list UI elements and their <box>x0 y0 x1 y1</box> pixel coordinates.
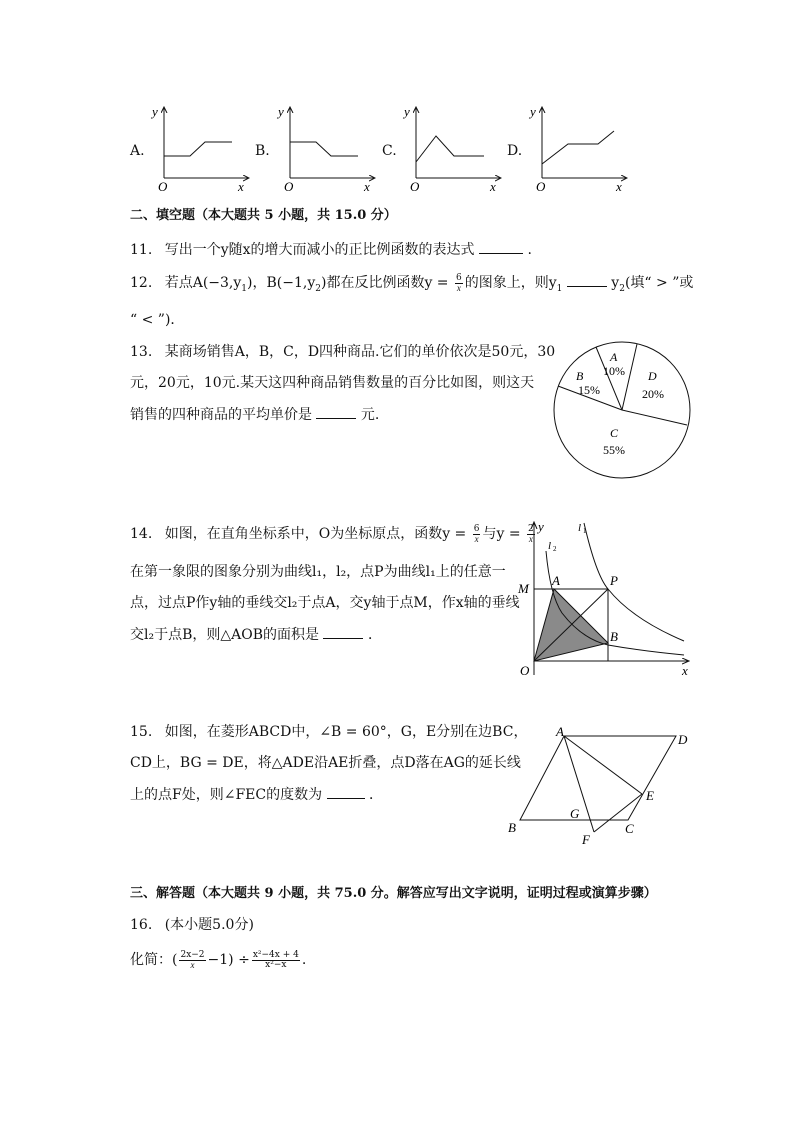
fig15-b-label: B <box>508 820 516 835</box>
q12-frac-den: x <box>456 282 461 293</box>
question-14-line3: 点，过点P作y轴的垂线交l₂于点A，交y轴于点M，作x轴的垂线 <box>130 595 520 611</box>
q13-line3-text: 销售的四种商品的平均单价是 <box>130 407 312 423</box>
q15-line3-text: 上的点F处，则∠FEC的度数为 <box>130 787 323 803</box>
q12-text-c: )都在反比例函数y = <box>320 275 453 291</box>
q16-f2-den: x²−x <box>265 959 287 970</box>
fig14-o-label: O <box>520 663 530 678</box>
q15-number: 15. <box>130 724 153 740</box>
q11-answer-blank[interactable] <box>479 239 523 254</box>
fig15-c-label: C <box>625 821 634 836</box>
q16-f2-num: x²−4x + 4 <box>252 949 299 960</box>
q12-text-b: )，B(−1,y <box>247 275 316 291</box>
fig15-e-label: E <box>646 788 654 803</box>
q14-answer-blank[interactable] <box>323 624 363 639</box>
q12-sub-2: 2 <box>315 283 321 294</box>
fig14-p-label: P <box>610 573 618 588</box>
option-d-x-label: x <box>616 179 622 192</box>
q12-number: 12. <box>130 275 153 291</box>
option-c-label: C. <box>382 143 397 159</box>
q16-points: (本小题5.0分) <box>164 917 254 933</box>
question-15-line3 <box>130 784 383 805</box>
q11-text: 写出一个y随x的增大而减小的正比例函数的表达式 <box>164 242 475 258</box>
option-a-x-label: x <box>238 179 244 192</box>
question-13-line1 <box>130 342 555 362</box>
pie-label-d: D <box>648 369 657 383</box>
pie-percent-c: 55% <box>603 443 625 457</box>
q15-line3-end: ． <box>369 787 383 803</box>
q11-number: 11. <box>130 242 153 258</box>
q12-frac-num: 6 <box>456 272 462 283</box>
question-13-line3 <box>130 404 379 425</box>
q12-answer-blank[interactable] <box>567 272 607 287</box>
option-a-origin-label: O <box>158 179 168 192</box>
option-b-label: B. <box>255 143 270 159</box>
q14-f1-den: x <box>474 533 479 544</box>
q15-answer-blank[interactable] <box>327 784 365 799</box>
pie-percent-b: 15% <box>578 383 600 397</box>
q15-figure <box>500 722 710 848</box>
q14-f1-num: 6 <box>473 523 480 534</box>
line-ae <box>564 736 642 794</box>
q12-fraction <box>455 274 463 293</box>
q14-f2-den: x <box>528 533 533 544</box>
fig14-b-label: B <box>610 629 618 644</box>
fig14-m-label: M <box>518 581 529 596</box>
section-2-heading: 二、填空题（本大题共 5 小题，共 15.0 分） <box>130 208 397 223</box>
fig14-x-label: x <box>682 663 688 678</box>
pie-label-b: B <box>576 369 584 383</box>
q16-number: 16. <box>130 917 153 933</box>
fig14-l2-label: l <box>548 540 552 552</box>
fig14-l2-sub: 2 <box>553 545 557 553</box>
q15-line1-text: 如图，在菱形ABCD中，∠B = 60°，G，E分别在边BC， <box>164 724 528 740</box>
q11-end: . <box>527 242 532 258</box>
pie-label-c: C <box>610 426 619 440</box>
option-a-y-label: y <box>152 104 158 119</box>
q16-fraction-2 <box>252 951 300 970</box>
q12-sub-1: 1 <box>241 283 248 294</box>
q16-prefix: 化简：( <box>130 952 178 968</box>
option-c-x-label: x <box>490 179 496 192</box>
option-b-y-label: y <box>278 104 284 119</box>
pie-label-a: A <box>610 350 618 364</box>
option-b-x-label: x <box>364 179 370 192</box>
fig14-l1-label: l <box>578 522 582 534</box>
question-16-expression <box>130 950 306 970</box>
question-14-line1 <box>130 524 537 544</box>
fig15-g-label: G <box>570 806 580 821</box>
question-14-line2: 在第一象限的图象分别为曲线l₁，l₂，点P为曲线l₁上的任意一 <box>130 564 506 580</box>
question-15-line1 <box>130 722 527 742</box>
q16-fraction-1 <box>179 951 205 970</box>
q12-sub-2b: 2 <box>619 283 625 294</box>
option-a-label: A. <box>130 143 145 159</box>
q16-f1-num: 2x−2 <box>180 949 205 960</box>
q14-text-b: 与y = <box>482 526 526 542</box>
q13-line3-end: 元. <box>360 407 380 423</box>
q13-line1-text: 某商场销售A，B，C，D四种商品.它们的单价依次是50元，30 <box>164 344 556 360</box>
option-c-y-label: y <box>404 104 410 119</box>
q13-number: 13. <box>130 344 153 360</box>
q16-f1-den: x <box>190 959 195 970</box>
pie-percent-d: 20% <box>642 387 664 401</box>
option-a-graph <box>150 100 250 192</box>
rhombus-abcd <box>520 736 676 820</box>
q14-line4-end: ． <box>367 627 382 643</box>
option-b-graph <box>276 100 376 192</box>
option-c-origin-label: O <box>410 179 420 192</box>
curve-l1 <box>584 523 684 641</box>
fig14-a-label: A <box>552 573 560 588</box>
q16-mid: −1) ÷ <box>207 952 250 968</box>
question-16-header <box>130 915 254 935</box>
fig15-a-label: A <box>556 724 564 739</box>
q13-pie-chart <box>552 340 692 480</box>
q12-sub-1b: 1 <box>556 283 563 294</box>
option-d-label: D. <box>507 143 523 159</box>
option-b-origin-label: O <box>284 179 294 192</box>
q12-text-d: 的图象上，则y <box>464 275 557 291</box>
fig15-d-label: D <box>678 732 688 747</box>
q14-fraction-1 <box>473 525 481 544</box>
option-d-y-label: y <box>530 104 536 119</box>
fig15-f-label: F <box>582 832 590 847</box>
fig14-y-label: y <box>538 519 544 534</box>
question-13-line2: 元，20元，10元.某天这四种商品销售数量的百分比如图，则这天 <box>130 375 535 391</box>
question-12-line1 <box>130 272 693 299</box>
option-d-graph <box>528 100 628 192</box>
q12-text-e: y <box>611 275 620 291</box>
q14-text-a: 如图，在直角坐标系中，O为坐标原点，函数y = <box>164 526 471 542</box>
q14-figure <box>512 515 694 681</box>
q14-line4-text: 交l₂于点B，则△AOB的面积是 <box>130 627 320 643</box>
question-15-line2: CD上，BG = DE，将△ADE沿AE折叠，点D落在AG的延长线 <box>130 755 521 771</box>
q13-answer-blank[interactable] <box>316 404 356 419</box>
section-3-heading: 三、解答题（本大题共 9 小题，共 75.0 分。解答应写出文字说明，证明过程或演算步骤） <box>130 886 657 901</box>
question-12-line2: “ < ”)． <box>130 312 185 328</box>
fig14-l1-sub: 1 <box>583 527 587 535</box>
option-c-graph <box>402 100 502 192</box>
question-11 <box>130 239 532 260</box>
line-fe <box>594 794 642 832</box>
option-d-origin-label: O <box>536 179 546 192</box>
question-14-line4 <box>130 624 382 645</box>
q14-number: 14. <box>130 526 153 542</box>
q12-text-a: 若点A(−3,y <box>164 275 242 291</box>
q14-f2-num: 2 <box>528 523 534 534</box>
q12-text-f: (填“ > ”或 <box>624 275 694 291</box>
pie-percent-a: 10% <box>603 364 625 378</box>
q16-end: . <box>301 952 307 968</box>
